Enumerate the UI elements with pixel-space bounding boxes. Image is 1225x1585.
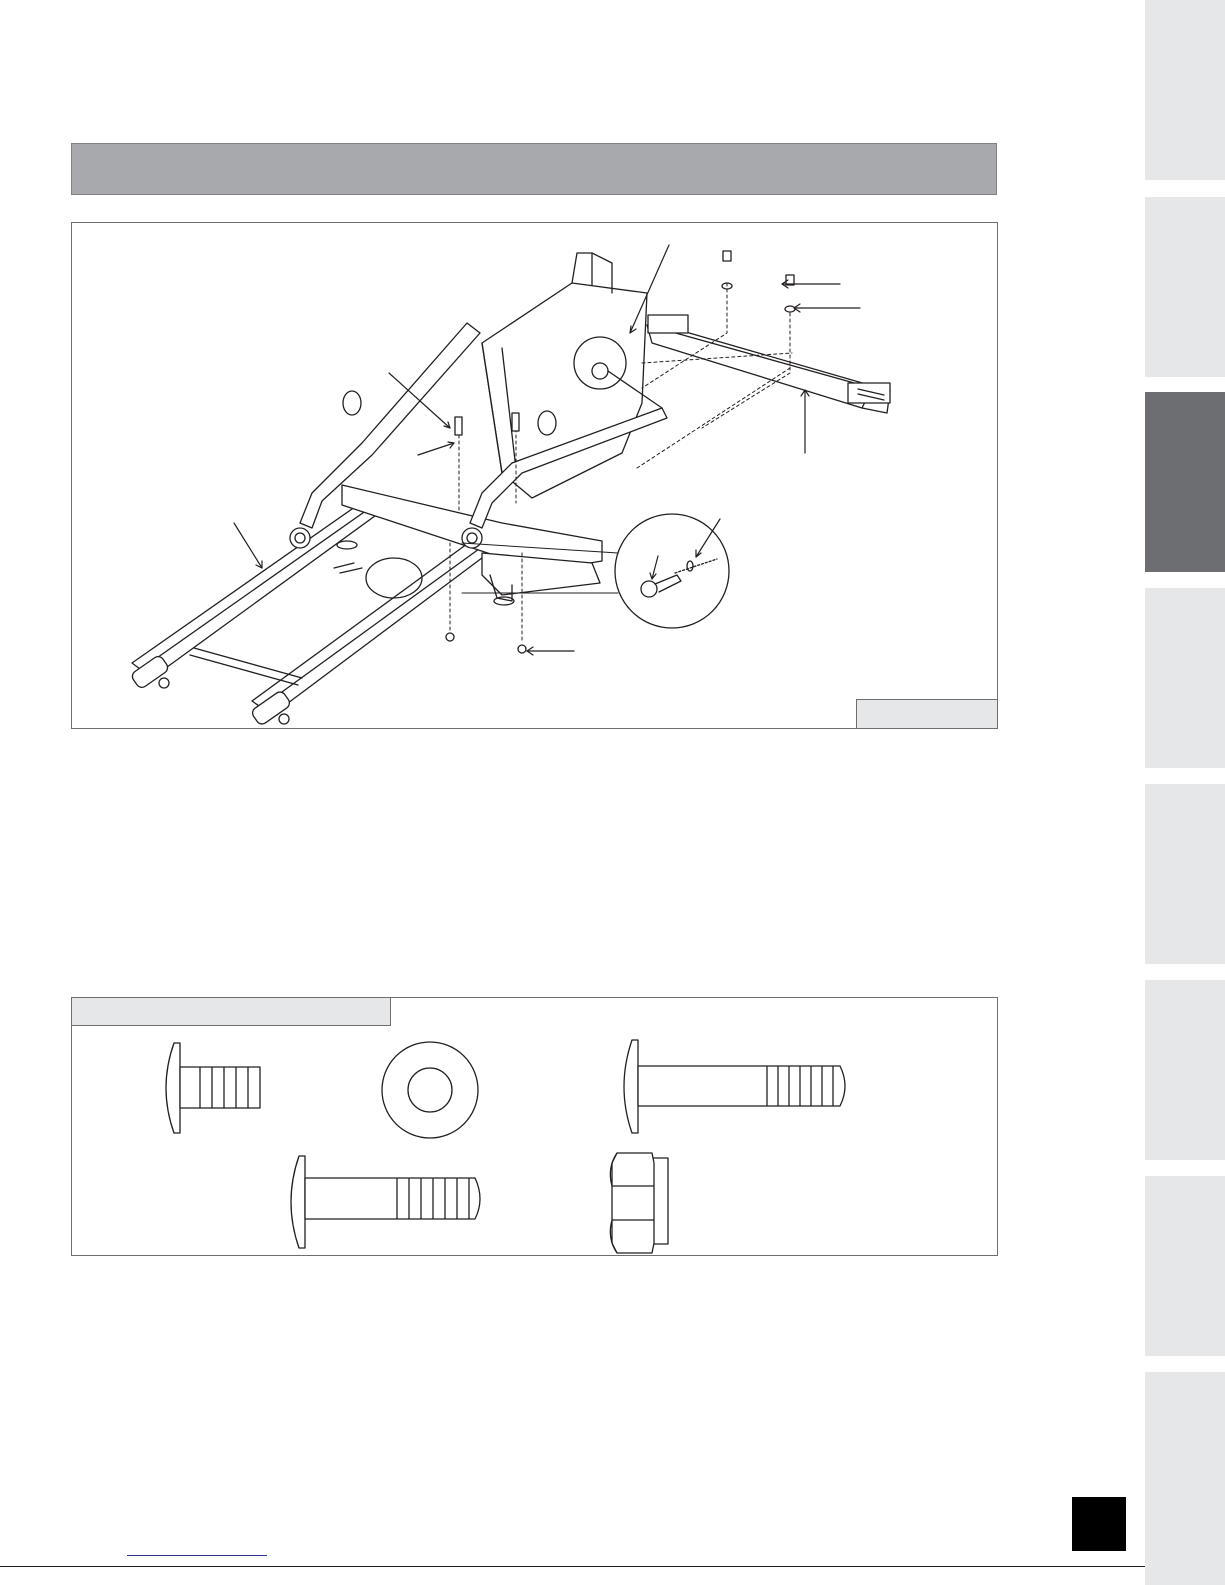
section-tab-5[interactable] bbox=[1145, 784, 1225, 964]
assembly-illustration bbox=[72, 223, 997, 728]
section-header-band bbox=[71, 143, 997, 195]
main-frame bbox=[482, 253, 662, 498]
section-tab-7[interactable] bbox=[1145, 1176, 1225, 1356]
section-tab-1[interactable] bbox=[1145, 0, 1225, 180]
figure-caption-label bbox=[856, 699, 998, 729]
section-tabs bbox=[1145, 0, 1225, 1585]
front-stabilizer bbox=[647, 315, 890, 413]
hardware-panel bbox=[71, 997, 998, 1256]
nylon-lock-nut-icon bbox=[610, 1153, 668, 1253]
button-head-bolt-short-icon bbox=[166, 1043, 260, 1133]
button-head-bolt-long-icon bbox=[624, 1040, 845, 1133]
section-tab-3-active[interactable] bbox=[1145, 392, 1225, 572]
section-tab-4[interactable] bbox=[1145, 588, 1225, 768]
footer-rule bbox=[0, 1566, 1145, 1567]
section-tab-8[interactable] bbox=[1145, 1372, 1225, 1585]
flat-washer-icon bbox=[382, 1042, 478, 1138]
rear-rail-left bbox=[130, 495, 390, 690]
section-tab-2[interactable] bbox=[1145, 197, 1225, 377]
button-head-bolt-medium-icon bbox=[291, 1156, 480, 1248]
footer-link-underline[interactable] bbox=[127, 1555, 267, 1556]
hardware-label bbox=[71, 997, 391, 1026]
rail-crossbar bbox=[194, 648, 302, 678]
assembly-figure bbox=[71, 222, 998, 729]
section-tab-6[interactable] bbox=[1145, 980, 1225, 1160]
page-number-box bbox=[1072, 1497, 1126, 1551]
